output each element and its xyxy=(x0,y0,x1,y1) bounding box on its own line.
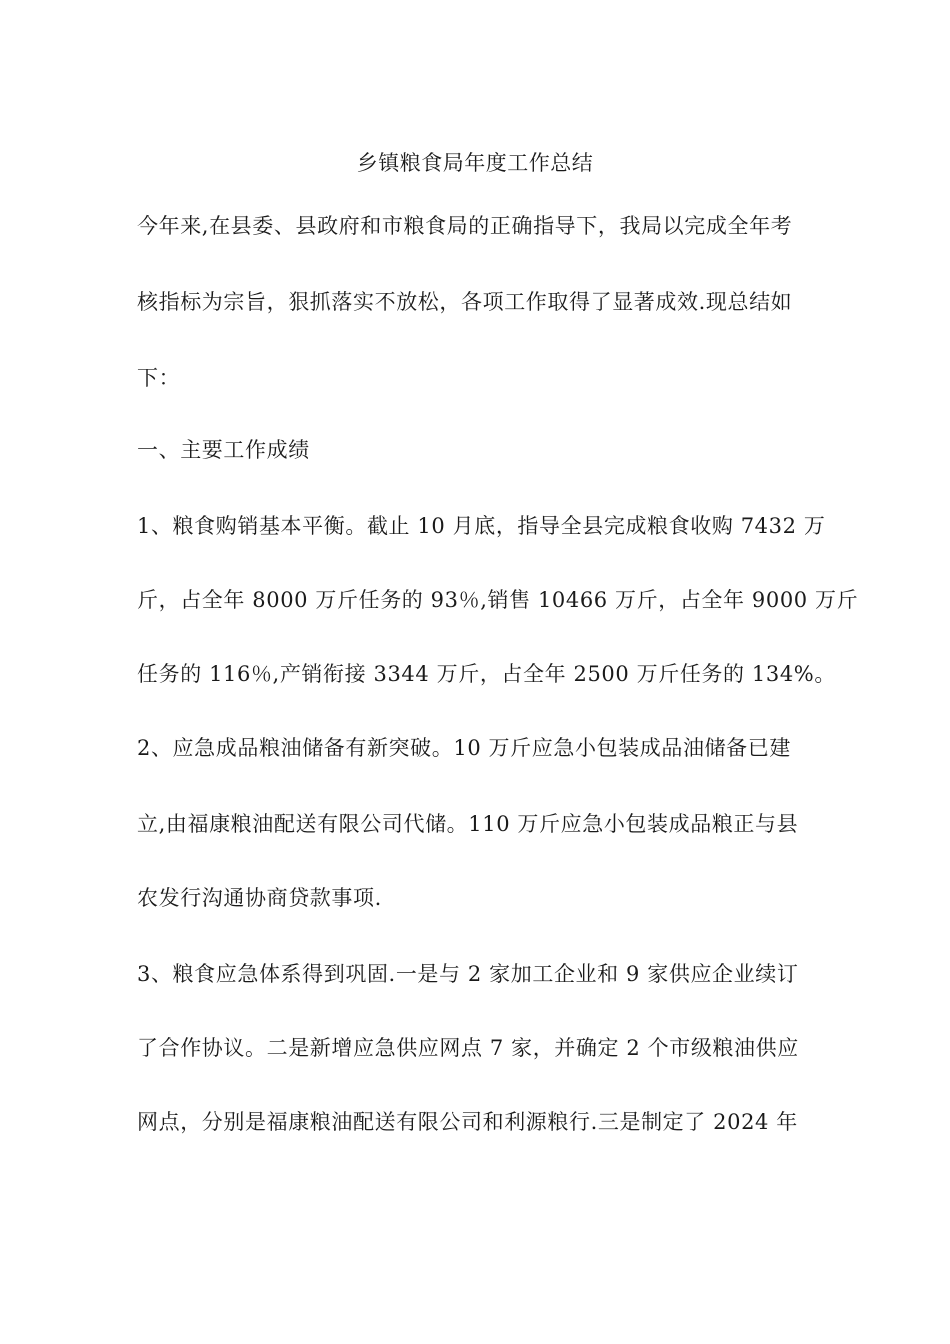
paragraph-line: 农发行沟通协商贷款事项. xyxy=(137,886,382,910)
paragraph-line: 任务的 116％,产销衔接 3344 万斤，占全年 2500 万斤任务的 134%。 xyxy=(137,662,836,686)
paragraph-line: 下： xyxy=(137,366,181,390)
paragraph-line: 核指标为宗旨，狠抓落实不放松，各项工作取得了显著成效.现总结如 xyxy=(137,290,793,314)
paragraph-line: 3、粮食应急体系得到巩固.一是与 2 家加工企业和 9 家供应企业续订 xyxy=(137,962,799,986)
section-heading: 一、主要工作成绩 xyxy=(137,438,310,462)
paragraph-line: 1、粮食购销基本平衡。截止 10 月底，指导全县完成粮食收购 7432 万 xyxy=(137,514,826,538)
paragraph-line: 斤，占全年 8000 万斤任务的 93％,销售 10466 万斤，占全年 9000 万斤 xyxy=(137,588,859,612)
paragraph-line: 今年来,在县委、县政府和市粮食局的正确指导下，我局以完成全年考 xyxy=(137,214,793,238)
paragraph-line: 2、应急成品粮油储备有新突破。10 万斤应急小包装成品油储备已建 xyxy=(137,736,791,760)
paragraph-line: 网点，分别是福康粮油配送有限公司和利源粮行.三是制定了 2024 年 xyxy=(137,1110,798,1134)
paragraph-line: 了合作协议。二是新增应急供应网点 7 家，并确定 2 个市级粮油供应 xyxy=(137,1036,799,1060)
document-title: 乡镇粮食局年度工作总结 xyxy=(356,151,594,175)
paragraph-line: 立,由福康粮油配送有限公司代储。110 万斤应急小包装成品粮正与县 xyxy=(137,812,799,836)
